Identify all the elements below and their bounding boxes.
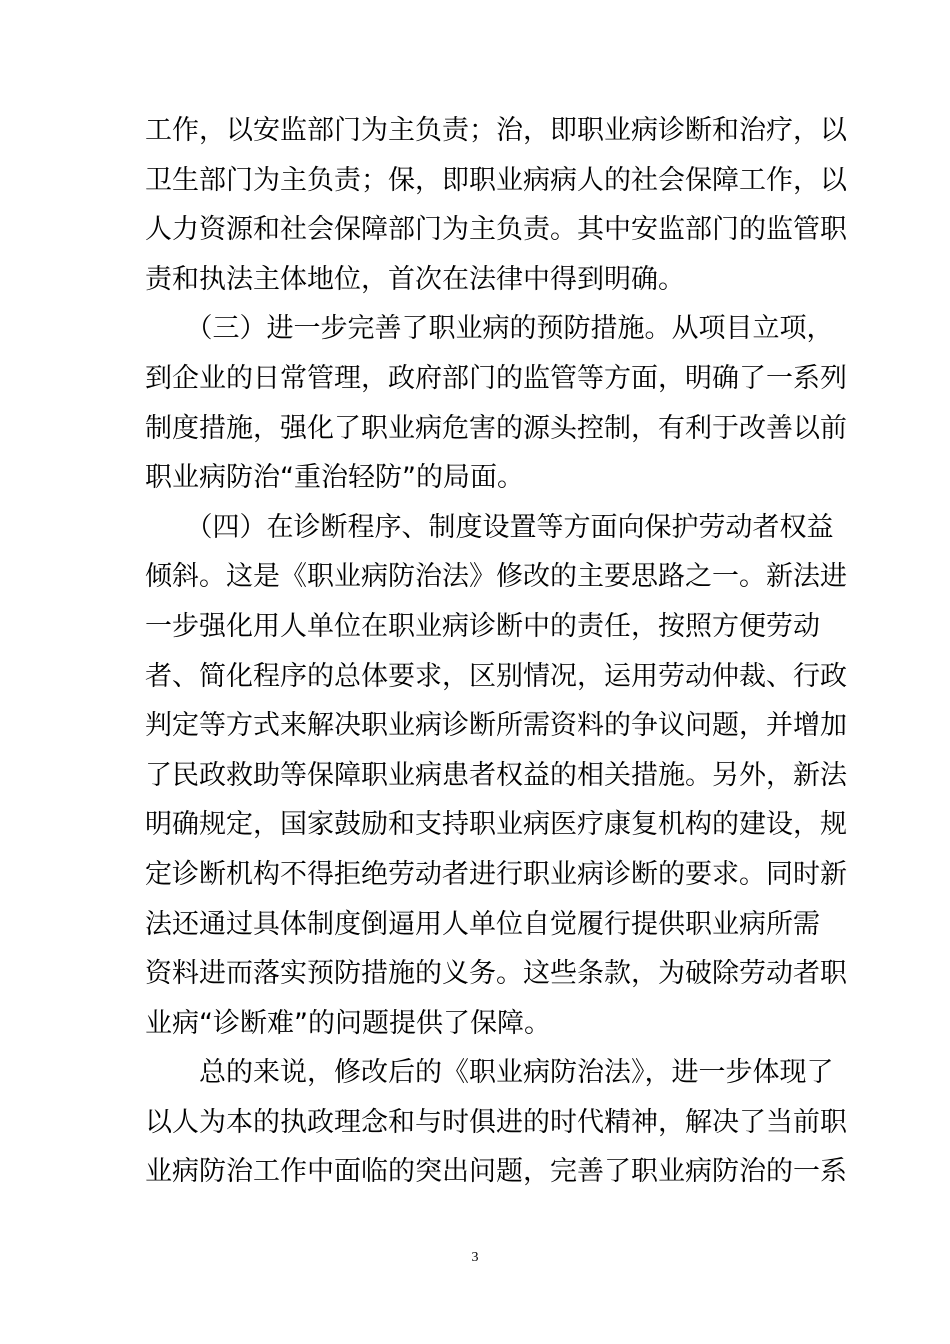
text-line: （三）进一步完善了职业病的预防措施。从项目立项，	[145, 313, 834, 345]
text-line: 卫生部门为主负责；保，即职业病病人的社会保障工作，以	[145, 164, 847, 196]
text-line: 倾斜。这是《职业病防治法》修改的主要思路之一。新法进	[145, 561, 847, 593]
text-line: 资料进而落实预防措施的义务。这些条款，为破除劳动者职	[145, 958, 847, 990]
text-line: 以人为本的执政理念和与时俱进的时代精神，解决了当前职	[145, 1106, 847, 1138]
text-line: 法还通过具体制度倒逼用人单位自觉履行提供职业病所需	[145, 908, 820, 940]
text-line: 者、简化程序的总体要求，区别情况，运用劳动仲裁、行政	[145, 660, 847, 692]
text-line: 工作，以安监部门为主负责；治，即职业病诊断和治疗，以	[145, 115, 847, 146]
text-line: 到企业的日常管理，政府部门的监管等方面，明确了一系列	[145, 362, 847, 394]
text-line: 总的来说，修改后的《职业病防治法》，进一步体现了	[145, 1057, 834, 1089]
text-line: （四）在诊断程序、制度设置等方面向保护劳动者权益	[145, 511, 834, 543]
text-line: 判定等方式来解决职业病诊断所需资料的争议问题，并增加	[145, 710, 847, 742]
text-line: 职业病防治“重治轻防”的局面。	[145, 462, 524, 494]
text-line: 责和执法主体地位，首次在法律中得到明确。	[145, 263, 685, 295]
text-line: 了民政救助等保障职业病患者权益的相关措施。另外，新法	[145, 759, 847, 791]
text-line: 定诊断机构不得拒绝劳动者进行职业病诊断的要求。同时新	[145, 858, 847, 890]
text-line: 一步强化用人单位在职业病诊断中的责任，按照方便劳动	[145, 610, 820, 642]
text-line: 人力资源和社会保障部门为主负责。其中安监部门的监管职	[145, 214, 847, 246]
page-number: 3	[471, 1250, 479, 1265]
text-line: 业病“诊断难”的问题提供了保障。	[145, 1007, 551, 1039]
text-line: 业病防治工作中面临的突出问题，完善了职业病防治的一系	[145, 1156, 847, 1188]
text-line: 制度措施，强化了职业病危害的源头控制，有利于改善以前	[145, 412, 847, 444]
body-text	[145, 106, 845, 1197]
text-line: 明确规定，国家鼓励和支持职业病医疗康复机构的建设，规	[145, 809, 847, 841]
